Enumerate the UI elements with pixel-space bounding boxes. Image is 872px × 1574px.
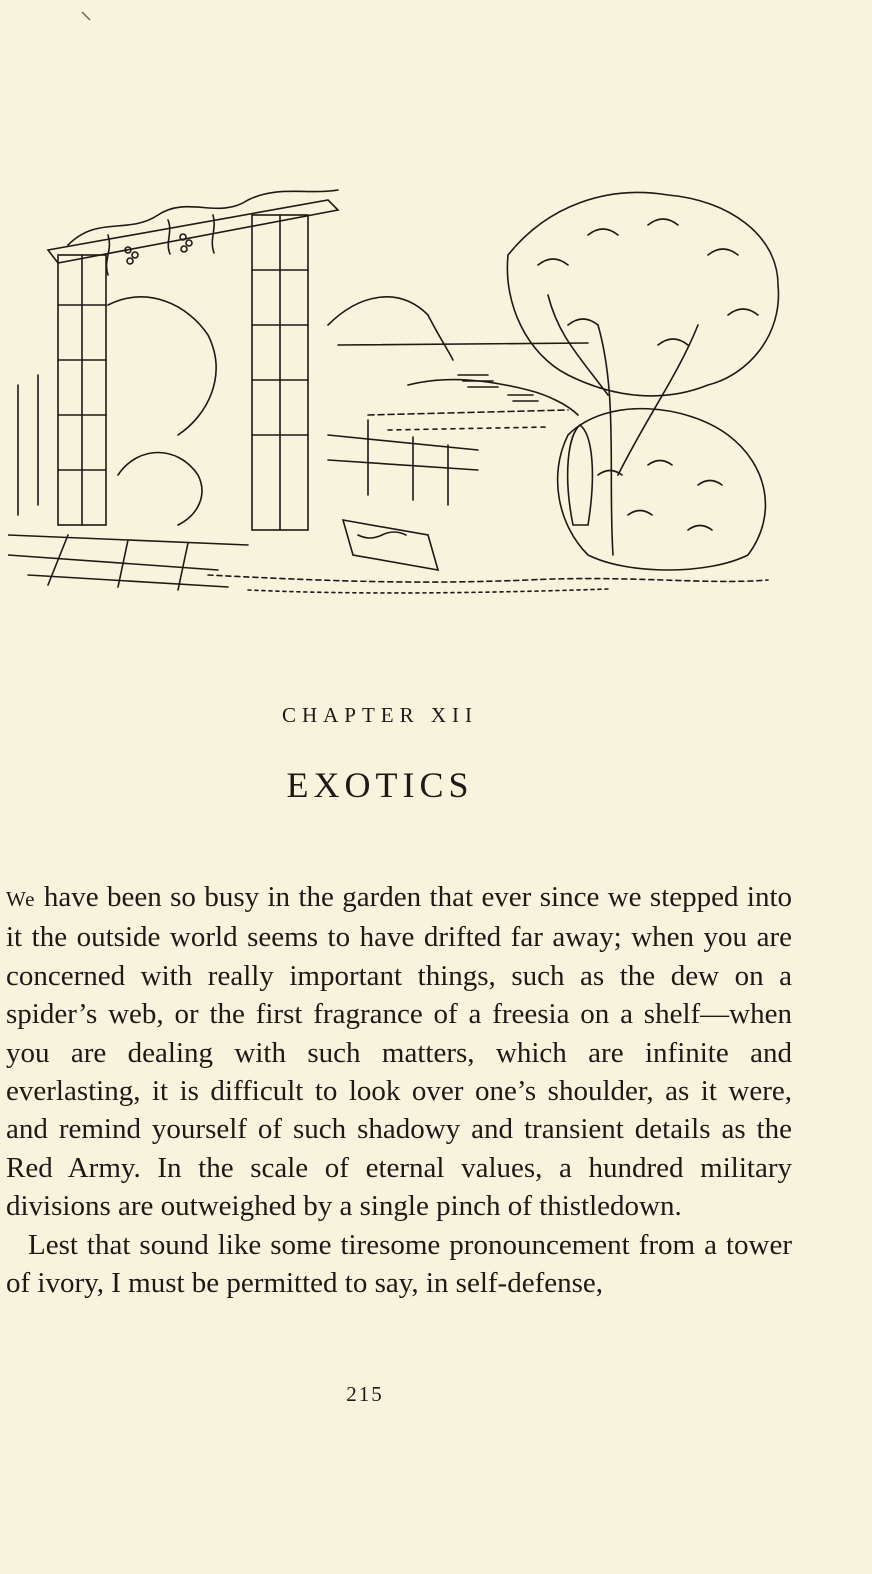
garden-illustration [8, 175, 788, 600]
body-text [6, 878, 792, 1302]
chapter-title: EXOTICS [286, 765, 474, 805]
chapter-number: CHAPTER XII [281, 703, 479, 727]
opening-small-caps: We [6, 887, 36, 911]
page-mark [80, 10, 100, 24]
paragraph-1-text: have been so busy in the garden that ever since we stepped into it the outside world seems to have drifted far away; when you are concerned with really important things, such as the dew on a spider’s web, or the first fragrance of a freesia on a shelf—when you are dealing with such matters, which are infinite and everlasting, it is difficult to look over one’s shoulder, as it were, and remind yourself of such shadowy and transient details as the Red Army. In the scale of eternal values, a hundred military divisions are outweighed by a single pinch of thistledown. [6, 881, 793, 1223]
paragraph-1 [6, 878, 792, 1226]
page-number: 215 [346, 1382, 384, 1406]
paragraph-2: Lest that sound like some tiresome pronouncement from a tower of ivory, I must be permitted to say, in self-defense, [6, 1228, 792, 1300]
